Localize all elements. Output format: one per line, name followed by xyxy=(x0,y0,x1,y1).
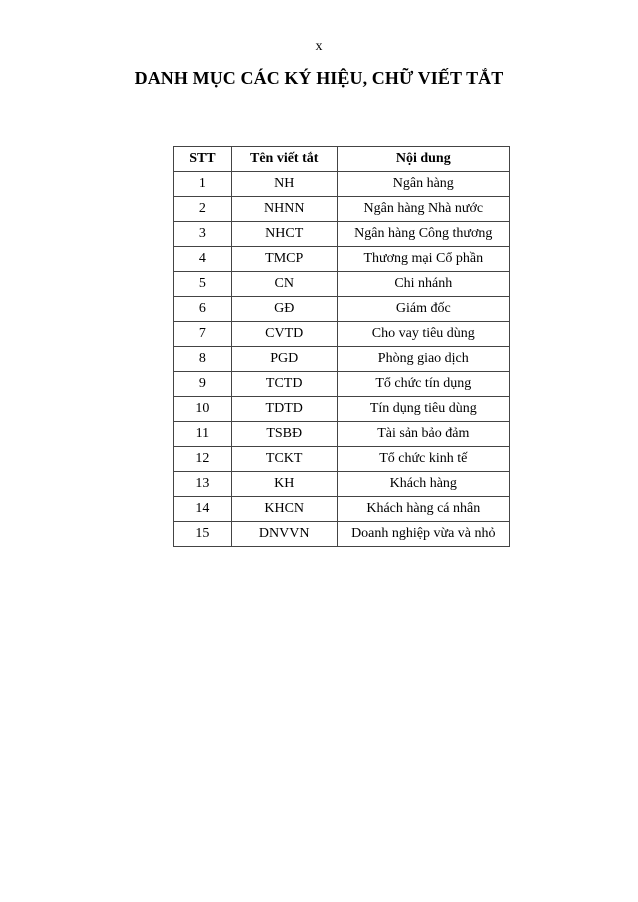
cell-stt: 10 xyxy=(174,397,232,422)
cell-abbreviation: NHNN xyxy=(231,197,337,222)
table-row xyxy=(174,397,510,422)
cell-content: Chi nhánh xyxy=(337,272,509,297)
table-row xyxy=(174,447,510,472)
cell-stt: 9 xyxy=(174,372,232,397)
cell-stt: 1 xyxy=(174,172,232,197)
cell-abbreviation: KHCN xyxy=(231,497,337,522)
table-row xyxy=(174,322,510,347)
cell-abbreviation: CVTD xyxy=(231,322,337,347)
cell-abbreviation: TMCP xyxy=(231,247,337,272)
cell-stt: 5 xyxy=(174,272,232,297)
cell-abbreviation: CN xyxy=(231,272,337,297)
table-row xyxy=(174,497,510,522)
cell-stt: 4 xyxy=(174,247,232,272)
table-row xyxy=(174,297,510,322)
table-row xyxy=(174,222,510,247)
cell-stt: 2 xyxy=(174,197,232,222)
cell-abbreviation: TSBĐ xyxy=(231,422,337,447)
abbreviation-table xyxy=(173,146,510,547)
cell-abbreviation: DNVVN xyxy=(231,522,337,547)
cell-stt: 14 xyxy=(174,497,232,522)
cell-content: Thương mại Cổ phần xyxy=(337,247,509,272)
cell-content: Tổ chức tín dụng xyxy=(337,372,509,397)
cell-stt: 13 xyxy=(174,472,232,497)
cell-stt: 8 xyxy=(174,347,232,372)
cell-abbreviation: NHCT xyxy=(231,222,337,247)
table-row xyxy=(174,372,510,397)
cell-content: Doanh nghiệp vừa và nhỏ xyxy=(337,522,509,547)
table-row xyxy=(174,247,510,272)
cell-stt: 6 xyxy=(174,297,232,322)
cell-abbreviation: KH xyxy=(231,472,337,497)
cell-content: Ngân hàng Nhà nước xyxy=(337,197,509,222)
table-row xyxy=(174,522,510,547)
header-content: Nội dung xyxy=(337,147,509,172)
page-number: x xyxy=(315,39,323,54)
cell-abbreviation: TCKT xyxy=(231,447,337,472)
cell-stt: 15 xyxy=(174,522,232,547)
cell-content: Tổ chức kinh tế xyxy=(337,447,509,472)
cell-stt: 7 xyxy=(174,322,232,347)
cell-content: Khách hàng cá nhân xyxy=(337,497,509,522)
table-row xyxy=(174,197,510,222)
page-title: DANH MỤC CÁC KÝ HIỆU, CHỮ VIẾT TẮT xyxy=(134,68,504,88)
cell-abbreviation: NH xyxy=(231,172,337,197)
cell-abbreviation: GĐ xyxy=(231,297,337,322)
cell-abbreviation: PGD xyxy=(231,347,337,372)
cell-content: Phòng giao dịch xyxy=(337,347,509,372)
table-row xyxy=(174,422,510,447)
cell-stt: 11 xyxy=(174,422,232,447)
table-header-row xyxy=(174,147,510,172)
cell-content: Tín dụng tiêu dùng xyxy=(337,397,509,422)
header-stt: STT xyxy=(174,147,232,172)
cell-content: Khách hàng xyxy=(337,472,509,497)
cell-stt: 3 xyxy=(174,222,232,247)
table-row xyxy=(174,172,510,197)
cell-content: Ngân hàng Công thương xyxy=(337,222,509,247)
cell-stt: 12 xyxy=(174,447,232,472)
header-abbreviation: Tên viết tắt xyxy=(231,147,337,172)
cell-abbreviation: TDTD xyxy=(231,397,337,422)
cell-content: Giám đốc xyxy=(337,297,509,322)
cell-content: Tài sản bảo đảm xyxy=(337,422,509,447)
table-row xyxy=(174,472,510,497)
cell-content: Ngân hàng xyxy=(337,172,509,197)
table-row xyxy=(174,272,510,297)
cell-abbreviation: TCTD xyxy=(231,372,337,397)
cell-content: Cho vay tiêu dùng xyxy=(337,322,509,347)
table-row xyxy=(174,347,510,372)
